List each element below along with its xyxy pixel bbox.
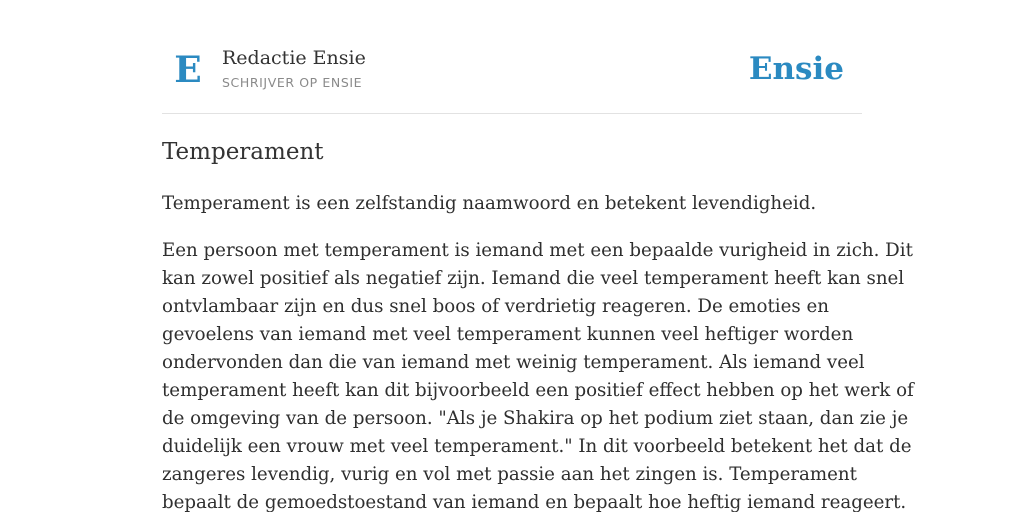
author-avatar[interactable]: E: [174, 49, 202, 91]
body-line: ontvlambaar zijn en dus snel boos of verdrietig reageren. De emoties en: [162, 296, 829, 317]
author-role: SCHRIJVER OP ENSIE: [222, 75, 363, 90]
article-title: Temperament: [162, 139, 324, 165]
body-line: temperament heeft kan dit bijvoorbeeld een positief effect hebben op het werk of: [162, 380, 914, 401]
author-name-link[interactable]: Redactie Ensie: [222, 47, 366, 69]
author-header: [162, 0, 862, 114]
body-line: ondervonden dan die van iemand met weinig temperament. Als iemand veel: [162, 352, 865, 373]
body-line: bepaalt de gemoedstoestand van iemand en bepaalt hoe heftig iemand reageert.: [162, 492, 907, 512]
article-intro: Temperament is een zelfstandig naamwoord en betekent levendigheid.: [162, 193, 817, 214]
body-line: kan zowel positief als negatief zijn. Iemand die veel temperament heeft kan snel: [162, 268, 905, 289]
body-line: Een persoon met temperament is iemand met een bepaalde vurigheid in zich. Dit: [162, 240, 913, 261]
body-line: gevoelens van iemand met veel temperament kunnen veel heftiger worden: [162, 324, 854, 345]
body-line: zangeres levendig, vurig en vol met passie aan het zingen is. Temperament: [162, 464, 857, 485]
body-line: duidelijk een vrouw met veel temperament." In dit voorbeeld betekent het dat de: [162, 436, 912, 457]
ensie-logo[interactable]: Ensie: [748, 51, 844, 87]
article-body: [162, 237, 914, 512]
body-line: de omgeving van de persoon. "Als je Shakira op het podium ziet staan, dan zie je: [162, 408, 909, 429]
